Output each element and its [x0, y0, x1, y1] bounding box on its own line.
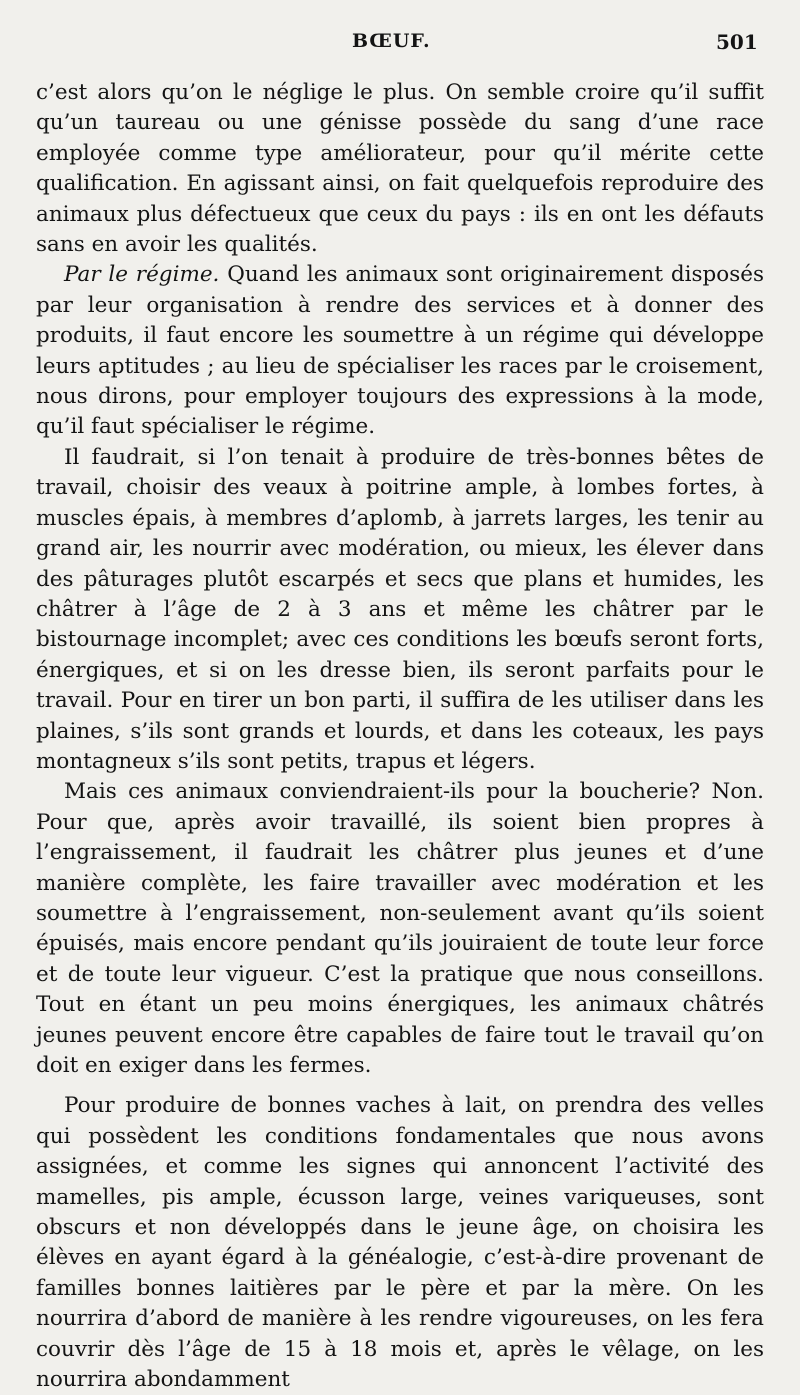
paragraph-3: Il faudrait, si l’on tenait à produire de très-bonnes bêtes de travail, choisir des veaux à poitrine ample, à lombes fortes, à muscles épais, à membres d’aplomb, à jarrets larges, les tenir au grand air, les nourrir avec modération, ou mieux, les élever dans des pâturages plutôt escarpés et secs que plans et humides, les châtrer à l’âge de 2 à 3 ans et même les châtrer par le bistournage incomplet; avec ces conditions les bœufs seront forts, énergiques, et si on les dresse bien, ils seront parfaits pour le travail. Pour en tirer un bon parti, il suffira de les utiliser dans les plaines, s’ils sont grands et lourds, et dans les coteaux, les pays montagneux s’ils sont petits, trapus et légers.: [36, 444, 764, 774]
paragraph-1: c’est alors qu’on le néglige le plus. On semble croire qu’il suffit qu’un taureau ou une génisse possède du sang d’une race employée comme type améliorateur, pour qu’il mérite cette qualification. En agissant ainsi, on fait quelquefois reproduire des animaux plus défectueux que ceux du pays : ils en ont les défauts sans en avoir les qualités.: [36, 80, 764, 258]
body-text: [36, 78, 764, 1395]
paragraph-2: [36, 260, 764, 442]
page-number: 501: [716, 30, 758, 54]
running-title: BŒUF.: [352, 30, 431, 52]
paragraph-4: Mais ces animaux conviendraient-ils pour la boucherie? Non. Pour que, après avoir travaillé, ils soient bien propres à l’engraissement, il faudrait les châtrer plus jeunes et d’une manière complète, les faire travailler avec modération et les soumettre à l’engraissement, non-seulement avant qu’ils soient épuisés, mais encore pendant qu’ils jouiraient de toute leur force et de toute leur vigueur. C’est la pratique que nous conseillons. Tout en étant un peu moins énergiques, les animaux châtrés jeunes peuvent encore être capables de faire tout le travail qu’on doit en exiger dans les fermes.: [36, 779, 764, 1078]
page-header: [0, 30, 800, 66]
paragraph-2-text: Quand les animaux sont originairement disposés par leur organisation à rendre des services et à donner des produits, il faut encore les soumettre à un régime qui développe leurs aptitudes ; au lieu de spécialiser les races par le croisement, nous dirons, pour employer toujours des expressions à la mode, qu’il faut spécialiser le régime.: [36, 262, 765, 440]
paragraph-2-lead: Par le régime.: [64, 262, 220, 288]
paragraph-5: Pour produire de bonnes vaches à lait, on prendra des velles qui possèdent les conditions fondamentales que nous avons assignées, et comme les signes qui annoncent l’activité des mamelles, pis ample, écusson large, veines variqueuses, sont obscurs et non développés dans le jeune âge, on choisira les élèves en ayant égard à la généalogie, c’est-à-dire provenant de familles bonnes laitières par le père et par la mère. On les nourrira d’abord de manière à les rendre vigoureuses, on les fera couvrir dès l’âge de 15 à 18 mois et, après le vêlage, on les nourrira abondamment: [36, 1093, 764, 1393]
